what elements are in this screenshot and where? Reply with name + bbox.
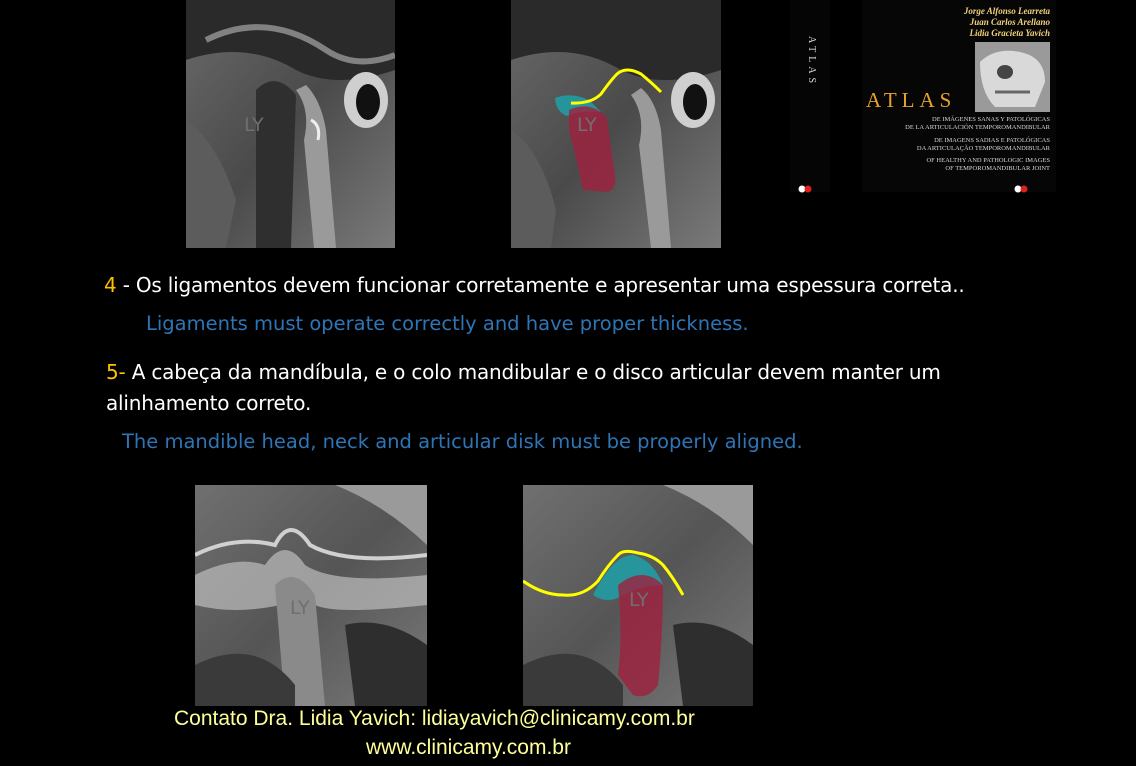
ly-label: LY	[577, 114, 597, 136]
book-cover-spine	[790, 0, 830, 192]
mri-image-bottom-left	[195, 485, 427, 706]
footer-website[interactable]: www.clinicamy.com.br	[366, 736, 571, 759]
ly-label: LY	[629, 589, 649, 611]
author-name: Lidia Gracieta Yavich	[969, 28, 1050, 38]
book-spine-title: ATLAS	[806, 36, 817, 88]
publisher-logo	[798, 178, 812, 186]
publisher-logo	[1014, 178, 1028, 186]
book-subtitle-pt: DE IMAGENS SADIAS E PATOLÓGICAS DA ARTICULAÇÃO TEMPOROMANDIBULAR	[916, 137, 1050, 152]
mri-image-top-right-annotated	[511, 0, 721, 248]
author-name: Juan Carlos Arellano	[969, 17, 1050, 27]
item-5-description: A cabeça da mandíbula, e o colo mandibular e o disco articular devem manter um	[125, 360, 941, 384]
book-title: ATLAS	[866, 88, 957, 112]
item-4-english: Ligaments must operate correctly and have proper thickness.	[146, 312, 749, 335]
book-subtitle-en: OF HEALTHY AND PATHOLOGIC IMAGES OF TEMPOROMANDIBULAR JOINT	[926, 157, 1050, 172]
item-5-number: 5-	[106, 360, 126, 384]
mri-image-bottom-right-annotated	[523, 485, 753, 706]
book-authors	[964, 6, 1050, 39]
book-cover	[862, 0, 1056, 192]
item-5-text-line2: alinhamento correto.	[106, 391, 312, 415]
book-cover-skull-image	[975, 42, 1050, 112]
item-5-text	[106, 360, 941, 384]
mri-image-top-left	[186, 0, 395, 248]
item-4-number: 4	[104, 273, 117, 297]
item-4-text	[104, 273, 965, 297]
ly-label: LY	[244, 114, 264, 136]
author-name: Jorge Alfonso Learreta	[963, 6, 1050, 16]
item-5-english: The mandible head, neck and articular disk must be properly aligned.	[122, 430, 803, 453]
book-subtitle-es: DE IMÁGENES SANAS Y PATOLÓGICAS DE LA ARTICULACIÓN TEMPOROMANDIBULAR	[905, 116, 1050, 131]
ly-label: LY	[290, 597, 310, 619]
item-4-description: - Os ligamentos devem funcionar corretamente e apresentar uma espessura correta..	[116, 273, 965, 297]
footer-contact: Contato Dra. Lidia Yavich: lidiayavich@clinicamy.com.br	[174, 707, 695, 730]
